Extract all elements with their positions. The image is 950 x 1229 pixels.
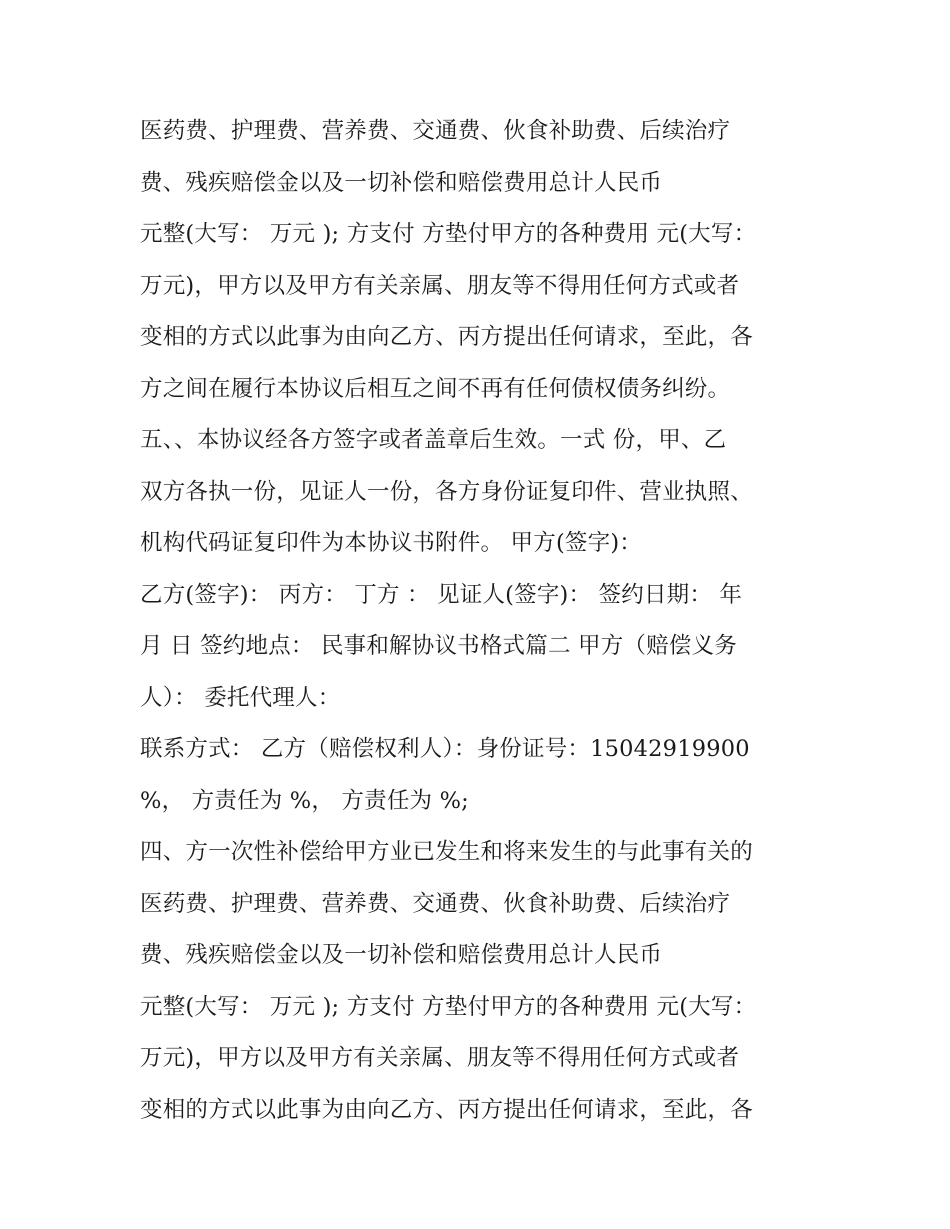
- text-line: 双方各执一份，见证人一份，各方身份证复印件、营业执照、: [140, 478, 753, 505]
- text-line: 方之间在履行本协议后相互之间不再有任何债权债务纠纷。: [140, 375, 731, 402]
- text-line: %， 方责任为 %， 方责任为 %;: [140, 787, 469, 814]
- text-line: 五、、本协议经各方签字或者盖章后生效。一式 份，甲、乙: [140, 427, 727, 453]
- text-line: 乙方(签字)： 丙方： 丁方 ： 见证人(签字)： 签约日期： 年: [140, 581, 743, 608]
- text-line: 费、残疾赔偿金以及一切补偿和赔偿费用总计人民币: [140, 169, 663, 196]
- text-line: 费、残疾赔偿金以及一切补偿和赔偿费用总计人民币: [140, 942, 663, 968]
- text-line: 医药费、护理费、营养费、交通费、伙食补助费、后续治疗: [140, 118, 731, 144]
- text-line: 医药费、护理费、营养费、交通费、伙食补助费、后续治疗: [140, 890, 731, 917]
- text-line: 万元)，甲方以及甲方有关亲属、朋友等不得用任何方式或者: [140, 1045, 740, 1071]
- text-line: 人）： 委托代理人：: [140, 684, 341, 711]
- text-line: 四、方一次性补偿给甲方业已发生和将来发生的与此事有关的: [140, 839, 753, 865]
- text-line: 机构代码证复印件为本协议书附件。 甲方(签字)：: [140, 530, 643, 556]
- text-line: 变相的方式以此事为由向乙方、丙方提出任何请求，至此，各: [140, 324, 753, 350]
- text-line: 万元)，甲方以及甲方有关亲属、朋友等不得用任何方式或者: [140, 272, 740, 299]
- text-line: 变相的方式以此事为由向乙方、丙方提出任何请求，至此，各: [140, 1096, 753, 1123]
- text-line: 月 日 签约地点： 民事和解协议书格式篇二 甲方（赔偿义务: [140, 633, 737, 659]
- text-line: 元整(大写： 万元 ); 方支付 方垫付甲方的各种费用 元(大写：: [140, 221, 757, 247]
- text-line: 元整(大写： 万元 ); 方支付 方垫付甲方的各种费用 元(大写：: [140, 993, 757, 1020]
- document-body: [140, 106, 830, 1136]
- text-line: 联系方式： 乙方（赔偿权利人）：身份证号：15042919900: [140, 736, 750, 762]
